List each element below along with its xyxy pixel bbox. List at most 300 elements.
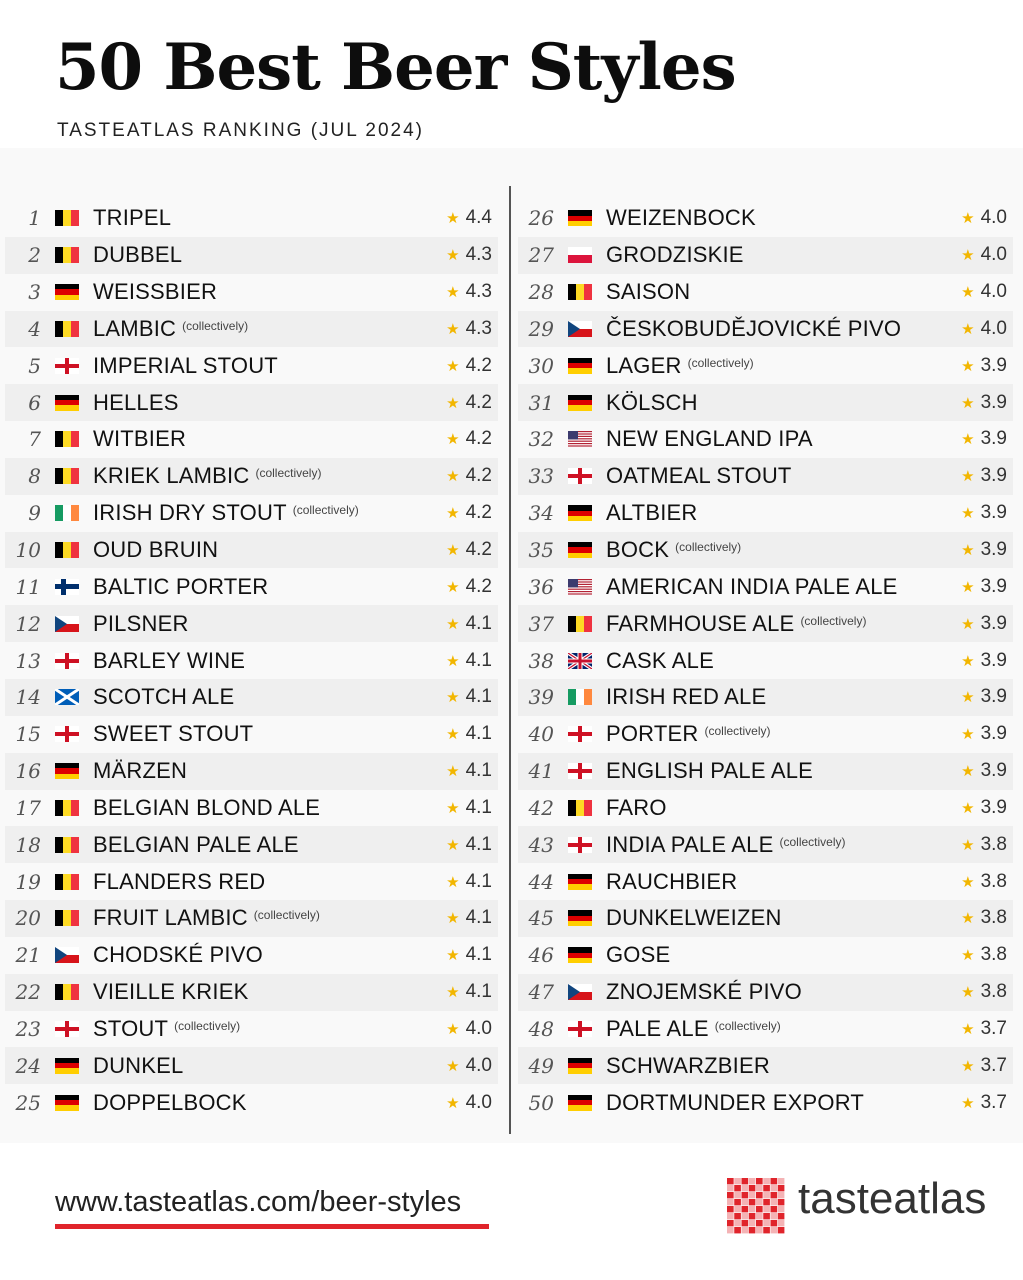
rank-number: 22 xyxy=(15,980,41,1005)
rating xyxy=(446,1018,492,1040)
beer-style-name: PALE ALE xyxy=(606,1015,709,1041)
rating xyxy=(961,650,1007,672)
rank-number: 14 xyxy=(15,685,41,710)
ranking-row xyxy=(5,200,498,237)
rank-number: 18 xyxy=(15,832,41,857)
tasteatlas-logo-icon xyxy=(727,1178,785,1234)
country-flag-icon xyxy=(568,542,592,558)
ranking-row xyxy=(518,311,1013,348)
rating-value: 3.9 xyxy=(980,354,1007,376)
rating-value: 4.0 xyxy=(465,1054,492,1076)
url-underline xyxy=(55,1224,489,1229)
rank-number: 15 xyxy=(15,722,41,747)
rating-value: 3.9 xyxy=(980,502,1007,524)
rating xyxy=(961,723,1007,745)
beer-style-name: FARMHOUSE ALE xyxy=(606,610,795,636)
star-icon: ★ xyxy=(961,615,975,633)
rating xyxy=(961,207,1007,229)
country-flag-icon xyxy=(568,247,592,263)
rank-number: 11 xyxy=(15,574,41,599)
beer-style-name: TRIPEL xyxy=(93,205,172,231)
ranking-row xyxy=(518,900,1013,937)
beer-style-name: SWEET STOUT xyxy=(93,721,254,747)
rating xyxy=(446,981,492,1003)
rank-number: 25 xyxy=(15,1090,41,1115)
beer-style-name: RAUCHBIER xyxy=(606,868,738,894)
rank-number: 39 xyxy=(528,685,554,710)
star-icon: ★ xyxy=(961,468,975,486)
rating xyxy=(961,244,1007,266)
star-icon: ★ xyxy=(446,726,460,744)
star-icon: ★ xyxy=(446,984,460,1002)
rating-value: 4.0 xyxy=(980,244,1007,266)
ranking-row xyxy=(518,1084,1013,1121)
country-flag-icon xyxy=(55,984,79,1000)
country-flag-icon xyxy=(55,542,79,558)
country-flag-icon xyxy=(55,468,79,484)
star-icon: ★ xyxy=(961,357,975,375)
country-flag-icon xyxy=(55,763,79,779)
country-flag-icon xyxy=(55,874,79,890)
star-icon: ★ xyxy=(446,542,460,560)
ranking-row xyxy=(5,790,498,827)
ranking-row xyxy=(518,863,1013,900)
ranking-row xyxy=(518,274,1013,311)
rating xyxy=(446,907,492,929)
rank-number: 46 xyxy=(528,943,554,968)
rating-value: 4.1 xyxy=(465,649,492,671)
star-icon: ★ xyxy=(961,836,975,854)
star-icon: ★ xyxy=(446,615,460,633)
rating xyxy=(446,355,492,377)
rating-value: 3.8 xyxy=(980,981,1007,1003)
beer-style-name: CASK ALE xyxy=(606,647,714,673)
rank-number: 45 xyxy=(528,906,554,931)
beer-style-name: DUBBEL xyxy=(93,242,183,268)
rating xyxy=(446,686,492,708)
star-icon: ★ xyxy=(446,394,460,412)
star-icon: ★ xyxy=(446,468,460,486)
ranking-row xyxy=(518,753,1013,790)
ranking-row xyxy=(5,495,498,532)
star-icon: ★ xyxy=(961,431,975,449)
rank-number: 5 xyxy=(28,353,41,378)
rating-value: 3.9 xyxy=(980,539,1007,561)
beer-style-name: ZNOJEMSKÉ PIVO xyxy=(606,979,802,1005)
ranking-row xyxy=(5,974,498,1011)
star-icon: ★ xyxy=(446,320,460,338)
rating-value: 3.9 xyxy=(980,723,1007,745)
rating xyxy=(446,871,492,893)
beer-style-name: HELLES xyxy=(93,389,179,415)
rating-value: 3.9 xyxy=(980,391,1007,413)
ranking-row xyxy=(518,532,1013,569)
rating-value: 4.1 xyxy=(465,981,492,1003)
rank-number: 30 xyxy=(528,353,554,378)
rating xyxy=(446,428,492,450)
rating-value: 4.2 xyxy=(465,354,492,376)
ranking-row xyxy=(5,311,498,348)
rating xyxy=(446,576,492,598)
country-flag-icon xyxy=(568,800,592,816)
rating xyxy=(961,981,1007,1003)
ranking-row xyxy=(518,790,1013,827)
rank-number: 32 xyxy=(528,427,554,452)
country-flag-icon xyxy=(55,579,79,595)
rank-number: 3 xyxy=(28,280,41,305)
rank-number: 42 xyxy=(528,795,554,820)
country-flag-icon xyxy=(568,579,592,595)
beer-style-name: STOUT xyxy=(93,1015,169,1041)
star-icon: ★ xyxy=(961,542,975,560)
country-flag-icon xyxy=(55,210,79,226)
beer-style-name: LAMBIC xyxy=(93,315,177,341)
rating xyxy=(446,797,492,819)
star-icon: ★ xyxy=(446,873,460,891)
rating-value: 4.2 xyxy=(465,575,492,597)
country-flag-icon xyxy=(55,689,79,705)
rank-number: 13 xyxy=(15,648,41,673)
star-icon: ★ xyxy=(446,578,460,596)
rating-value: 4.1 xyxy=(465,686,492,708)
country-flag-icon xyxy=(568,910,592,926)
rating xyxy=(961,392,1007,414)
country-flag-icon xyxy=(568,984,592,1000)
ranking-column-right xyxy=(518,200,1013,1121)
rank-number: 31 xyxy=(528,390,554,415)
rank-number: 20 xyxy=(15,906,41,931)
beer-style-name: OATMEAL STOUT xyxy=(606,463,792,489)
ranking-row xyxy=(5,384,498,421)
rating xyxy=(961,1055,1007,1077)
rank-number: 12 xyxy=(15,611,41,636)
rating xyxy=(446,502,492,524)
rating xyxy=(961,1018,1007,1040)
rating-value: 4.0 xyxy=(980,317,1007,339)
star-icon: ★ xyxy=(446,210,460,228)
ranking-row xyxy=(518,568,1013,605)
rating xyxy=(961,281,1007,303)
rating-value: 3.9 xyxy=(980,612,1007,634)
ranking-row xyxy=(5,605,498,642)
star-icon: ★ xyxy=(446,1057,460,1075)
rating xyxy=(961,428,1007,450)
ranking-row xyxy=(5,237,498,274)
page-subtitle: TASTEATLAS RANKING (JUL 2024) xyxy=(57,120,425,141)
star-icon: ★ xyxy=(446,505,460,523)
ranking-row xyxy=(518,237,1013,274)
rating-value: 3.8 xyxy=(980,944,1007,966)
country-flag-icon xyxy=(568,1021,592,1037)
star-icon: ★ xyxy=(446,357,460,375)
country-flag-icon xyxy=(55,616,79,632)
beer-style-name: ČESKOBUDĚJOVICKÉ PIVO xyxy=(606,315,902,341)
collectively-note: (collectively) xyxy=(292,503,359,518)
rating-value: 4.1 xyxy=(465,944,492,966)
beer-style-name: KÖLSCH xyxy=(606,389,698,415)
rank-number: 23 xyxy=(15,1016,41,1041)
rank-number: 4 xyxy=(28,316,41,341)
rank-number: 49 xyxy=(528,1053,554,1078)
beer-style-name: CHODSKÉ PIVO xyxy=(93,942,263,968)
rating-value: 3.9 xyxy=(980,575,1007,597)
rating xyxy=(961,944,1007,966)
country-flag-icon xyxy=(568,653,592,669)
rating xyxy=(961,502,1007,524)
star-icon: ★ xyxy=(961,910,975,928)
rating xyxy=(961,613,1007,635)
rating xyxy=(446,281,492,303)
rank-number: 24 xyxy=(15,1053,41,1078)
country-flag-icon xyxy=(55,284,79,300)
tasteatlas-logo-text: tasteatlas xyxy=(798,1174,987,1223)
rating xyxy=(446,650,492,672)
beer-style-name: GOSE xyxy=(606,942,671,968)
country-flag-icon xyxy=(55,726,79,742)
ranking-row xyxy=(518,495,1013,532)
star-icon: ★ xyxy=(961,873,975,891)
country-flag-icon xyxy=(568,284,592,300)
rank-number: 1 xyxy=(28,206,41,231)
beer-style-name: OUD BRUIN xyxy=(93,537,219,563)
rank-number: 37 xyxy=(528,611,554,636)
star-icon: ★ xyxy=(961,1020,975,1038)
collectively-note: (collectively) xyxy=(253,908,320,923)
rank-number: 16 xyxy=(15,759,41,784)
ranking-row xyxy=(5,937,498,974)
rating-value: 3.9 xyxy=(980,465,1007,487)
ranking-row xyxy=(518,458,1013,495)
ranking-row xyxy=(5,568,498,605)
star-icon: ★ xyxy=(961,247,975,265)
rating-value: 4.1 xyxy=(465,723,492,745)
beer-style-name: BARLEY WINE xyxy=(93,647,246,673)
rank-number: 34 xyxy=(528,501,554,526)
beer-style-name: SAISON xyxy=(606,279,691,305)
country-flag-icon xyxy=(568,1095,592,1111)
beer-style-name: WEIZENBOCK xyxy=(606,205,756,231)
country-flag-icon xyxy=(568,616,592,632)
rating-value: 3.9 xyxy=(980,796,1007,818)
beer-style-name: FRUIT LAMBIC xyxy=(93,905,248,931)
rating xyxy=(446,834,492,856)
country-flag-icon xyxy=(568,837,592,853)
country-flag-icon xyxy=(568,763,592,779)
star-icon: ★ xyxy=(961,799,975,817)
rating-value: 3.9 xyxy=(980,649,1007,671)
country-flag-icon xyxy=(568,395,592,411)
beer-style-name: MÄRZEN xyxy=(93,758,188,784)
beer-style-name: FARO xyxy=(606,794,667,820)
rating xyxy=(446,244,492,266)
collectively-note: (collectively) xyxy=(704,724,771,739)
beer-style-name: FLANDERS RED xyxy=(93,868,266,894)
beer-style-name: SCHWARZBIER xyxy=(606,1052,770,1078)
star-icon: ★ xyxy=(961,284,975,302)
star-icon: ★ xyxy=(961,394,975,412)
rank-number: 2 xyxy=(28,243,41,268)
rank-number: 48 xyxy=(528,1016,554,1041)
rating xyxy=(446,465,492,487)
country-flag-icon xyxy=(55,800,79,816)
ranking-row xyxy=(518,642,1013,679)
rating xyxy=(961,686,1007,708)
beer-style-name: WITBIER xyxy=(93,426,187,452)
rating-value: 4.3 xyxy=(465,281,492,303)
country-flag-icon xyxy=(568,726,592,742)
country-flag-icon xyxy=(568,1058,592,1074)
star-icon: ★ xyxy=(961,578,975,596)
beer-style-name: ENGLISH PALE ALE xyxy=(606,758,814,784)
rank-number: 21 xyxy=(15,943,41,968)
rating-value: 4.1 xyxy=(465,612,492,634)
rating-value: 4.3 xyxy=(465,317,492,339)
rank-number: 17 xyxy=(15,795,41,820)
ranking-row xyxy=(5,532,498,569)
rank-number: 38 xyxy=(528,648,554,673)
country-flag-icon xyxy=(55,653,79,669)
ranking-row xyxy=(518,679,1013,716)
beer-style-name: DUNKELWEIZEN xyxy=(606,905,782,931)
star-icon: ★ xyxy=(446,947,460,965)
star-icon: ★ xyxy=(961,320,975,338)
country-flag-icon xyxy=(55,247,79,263)
rank-number: 10 xyxy=(15,538,41,563)
rating xyxy=(961,539,1007,561)
rating-value: 4.3 xyxy=(465,244,492,266)
rating xyxy=(961,871,1007,893)
country-flag-icon xyxy=(55,431,79,447)
ranking-row xyxy=(5,863,498,900)
ranking-row xyxy=(5,826,498,863)
rating xyxy=(961,797,1007,819)
rating-value: 3.8 xyxy=(980,907,1007,929)
country-flag-icon xyxy=(568,210,592,226)
rank-number: 8 xyxy=(28,464,41,489)
rank-number: 43 xyxy=(528,832,554,857)
collectively-note: (collectively) xyxy=(714,1018,781,1033)
beer-style-name: GRODZISKIE xyxy=(606,242,744,268)
ranking-row xyxy=(5,753,498,790)
source-url-link[interactable]: www.tasteatlas.com/beer-styles xyxy=(55,1186,462,1218)
star-icon: ★ xyxy=(961,984,975,1002)
rating xyxy=(446,613,492,635)
collectively-note: (collectively) xyxy=(255,466,322,481)
ranking-row xyxy=(518,605,1013,642)
ranking-row xyxy=(5,1084,498,1121)
collectively-note: (collectively) xyxy=(174,1018,241,1033)
page-title: 50 Best Beer Styles xyxy=(55,30,736,105)
star-icon: ★ xyxy=(446,799,460,817)
rating-value: 3.7 xyxy=(980,1017,1007,1039)
rating xyxy=(446,1055,492,1077)
star-icon: ★ xyxy=(446,1094,460,1112)
column-divider xyxy=(509,186,511,1134)
rating-value: 4.1 xyxy=(465,870,492,892)
beer-style-name: SCOTCH ALE xyxy=(93,684,235,710)
rating xyxy=(446,760,492,782)
rating-value: 3.7 xyxy=(980,1054,1007,1076)
ranking-row xyxy=(5,1047,498,1084)
country-flag-icon xyxy=(55,947,79,963)
ranking-row xyxy=(518,200,1013,237)
rank-number: 44 xyxy=(528,869,554,894)
beer-style-name: BELGIAN PALE ALE xyxy=(93,831,299,857)
rank-number: 27 xyxy=(528,243,554,268)
ranking-row xyxy=(5,716,498,753)
ranking-row xyxy=(518,1047,1013,1084)
ranking-row xyxy=(518,974,1013,1011)
rating-value: 3.9 xyxy=(980,760,1007,782)
rating-value: 4.2 xyxy=(465,465,492,487)
rank-number: 7 xyxy=(28,427,41,452)
rating-value: 4.0 xyxy=(465,1017,492,1039)
beer-style-name: BALTIC PORTER xyxy=(93,573,269,599)
rating-value: 4.2 xyxy=(465,391,492,413)
rank-number: 33 xyxy=(528,464,554,489)
country-flag-icon xyxy=(55,1095,79,1111)
beer-style-name: BELGIAN BLOND ALE xyxy=(93,794,321,820)
rating xyxy=(961,576,1007,598)
country-flag-icon xyxy=(568,321,592,337)
beer-style-name: PILSNER xyxy=(93,610,189,636)
beer-style-name: INDIA PALE ALE xyxy=(606,831,774,857)
collectively-note: (collectively) xyxy=(687,355,754,370)
rating xyxy=(961,465,1007,487)
rating-value: 4.1 xyxy=(465,833,492,855)
beer-style-name: BOCK xyxy=(606,537,670,563)
country-flag-icon xyxy=(55,1058,79,1074)
beer-style-name: NEW ENGLAND IPA xyxy=(606,426,813,452)
ranking-column-left xyxy=(5,200,498,1121)
rating-value: 4.4 xyxy=(465,207,492,229)
ranking-row xyxy=(5,642,498,679)
ranking-row xyxy=(5,274,498,311)
ranking-row xyxy=(5,458,498,495)
star-icon: ★ xyxy=(961,210,975,228)
rating xyxy=(961,834,1007,856)
beer-style-name: IRISH DRY STOUT xyxy=(93,500,287,526)
ranking-row xyxy=(5,421,498,458)
beer-style-name: WEISSBIER xyxy=(93,279,218,305)
star-icon: ★ xyxy=(446,689,460,707)
star-icon: ★ xyxy=(961,652,975,670)
ranking-row xyxy=(5,679,498,716)
rating-value: 3.8 xyxy=(980,870,1007,892)
collectively-note: (collectively) xyxy=(182,318,249,333)
rank-number: 29 xyxy=(528,316,554,341)
star-icon: ★ xyxy=(446,431,460,449)
country-flag-icon xyxy=(55,395,79,411)
country-flag-icon xyxy=(55,837,79,853)
collectively-note: (collectively) xyxy=(779,834,846,849)
rating xyxy=(446,1092,492,1114)
rank-number: 35 xyxy=(528,538,554,563)
rating xyxy=(446,318,492,340)
country-flag-icon xyxy=(568,358,592,374)
country-flag-icon xyxy=(568,505,592,521)
rank-number: 6 xyxy=(28,390,41,415)
rating-value: 4.2 xyxy=(465,428,492,450)
beer-style-name: DOPPELBOCK xyxy=(93,1089,247,1115)
star-icon: ★ xyxy=(961,505,975,523)
beer-style-name: DUNKEL xyxy=(93,1052,184,1078)
ranking-row xyxy=(518,1011,1013,1048)
rating-value: 4.2 xyxy=(465,502,492,524)
star-icon: ★ xyxy=(961,1057,975,1075)
ranking-row xyxy=(518,421,1013,458)
rating xyxy=(446,207,492,229)
